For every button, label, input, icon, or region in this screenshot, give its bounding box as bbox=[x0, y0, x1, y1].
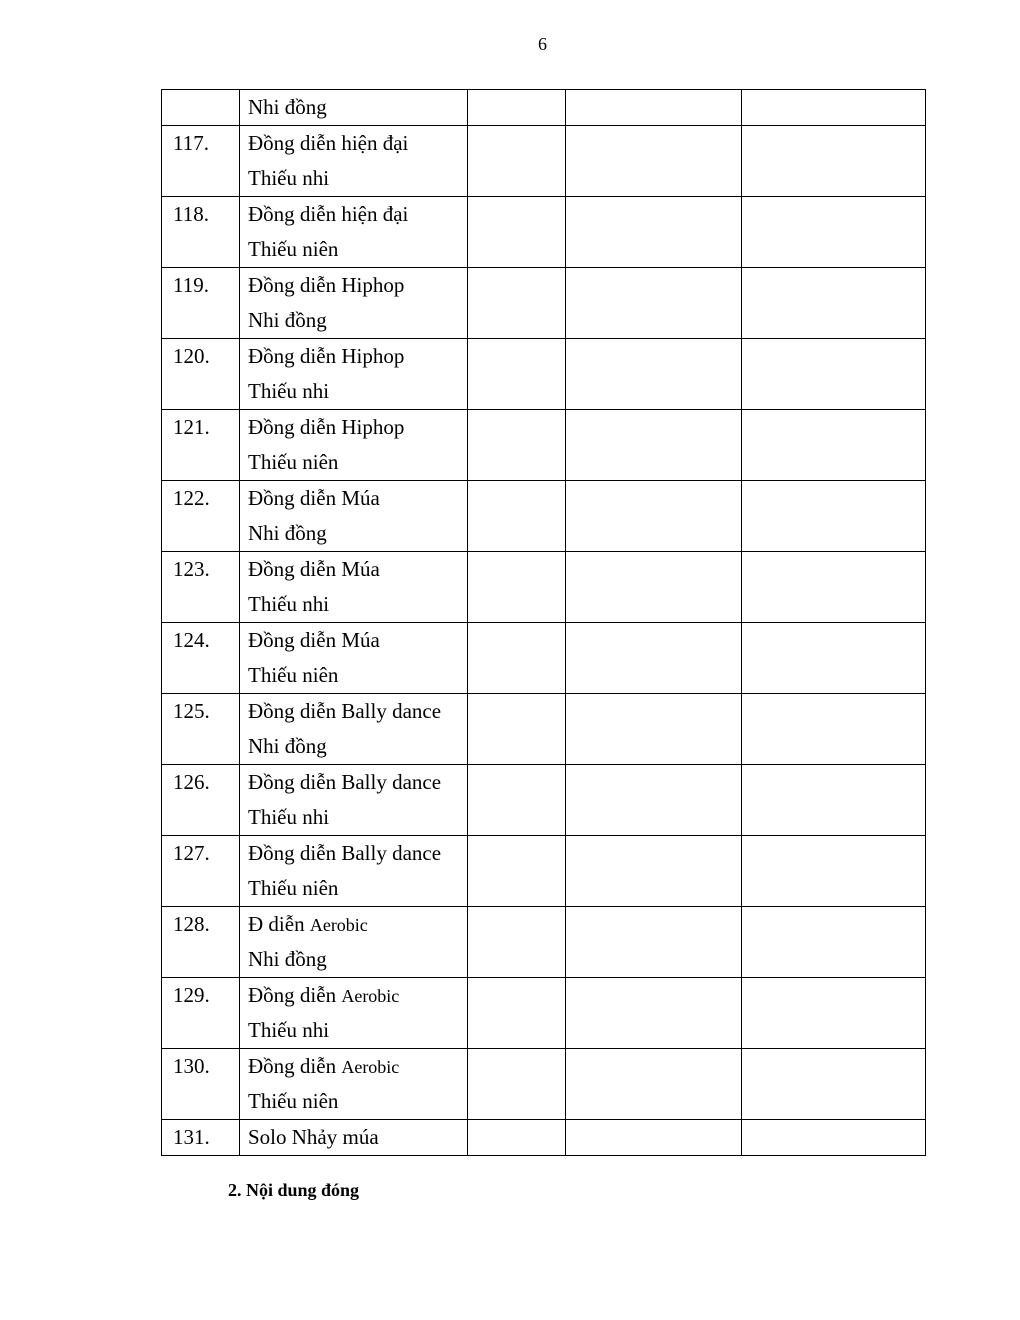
empty-cell-a bbox=[468, 552, 566, 623]
table-row bbox=[162, 1049, 926, 1120]
row-number: 125. bbox=[173, 699, 210, 723]
event-name-suffix: Aerobic bbox=[341, 1057, 400, 1077]
event-name-text: Đồng diễn Múa bbox=[248, 486, 380, 510]
table-row bbox=[162, 907, 926, 978]
event-name-cell bbox=[240, 481, 468, 552]
table-row bbox=[162, 552, 926, 623]
event-name-text: Đồng diễn Bally dance bbox=[248, 770, 442, 794]
row-number: 130. bbox=[173, 1054, 210, 1078]
event-name-cell bbox=[240, 1049, 468, 1120]
event-name-cell bbox=[240, 268, 468, 339]
empty-cell-a bbox=[468, 90, 566, 126]
row-number-cell bbox=[162, 907, 240, 978]
event-category: Thiếu nhi bbox=[248, 1018, 330, 1042]
event-name bbox=[248, 197, 467, 232]
event-name bbox=[248, 694, 467, 729]
empty-cell-a bbox=[468, 623, 566, 694]
empty-cell-c bbox=[742, 1120, 926, 1156]
empty-cell-c bbox=[742, 907, 926, 978]
empty-cell-a bbox=[468, 268, 566, 339]
event-name-cell bbox=[240, 765, 468, 836]
event-name-cell bbox=[240, 552, 468, 623]
event-category: Thiếu niên bbox=[248, 663, 339, 687]
event-name-text: Đồng diễn Hiphop bbox=[248, 415, 405, 439]
empty-cell-b bbox=[566, 339, 742, 410]
empty-cell-c bbox=[742, 126, 926, 197]
row-number-cell bbox=[162, 268, 240, 339]
row-number-cell bbox=[162, 836, 240, 907]
event-name bbox=[248, 623, 467, 658]
table-row bbox=[162, 410, 926, 481]
empty-cell-a bbox=[468, 765, 566, 836]
empty-cell-a bbox=[468, 1120, 566, 1156]
event-name bbox=[248, 410, 467, 445]
empty-cell-c bbox=[742, 339, 926, 410]
table-row bbox=[162, 836, 926, 907]
table-row bbox=[162, 126, 926, 197]
empty-cell-b bbox=[566, 907, 742, 978]
event-name-cell bbox=[240, 410, 468, 481]
empty-cell-c bbox=[742, 765, 926, 836]
event-name-text: Nhi đồng bbox=[248, 95, 327, 119]
row-number: 119. bbox=[173, 273, 209, 297]
event-category: Nhi đồng bbox=[248, 308, 327, 332]
empty-cell-c bbox=[742, 552, 926, 623]
row-number-cell bbox=[162, 126, 240, 197]
event-name-cell bbox=[240, 90, 468, 126]
event-name bbox=[248, 836, 467, 871]
empty-cell-a bbox=[468, 907, 566, 978]
row-number: 127. bbox=[173, 841, 210, 865]
row-number bbox=[173, 90, 239, 125]
event-name-suffix: Aerobic bbox=[341, 986, 400, 1006]
event-category: Nhi đồng bbox=[248, 734, 327, 758]
empty-cell-b bbox=[566, 623, 742, 694]
event-name-text: Đồng diễn Múa bbox=[248, 557, 380, 581]
empty-cell-b bbox=[566, 481, 742, 552]
event-name-cell bbox=[240, 197, 468, 268]
row-number: 129. bbox=[173, 983, 210, 1007]
empty-cell-a bbox=[468, 1049, 566, 1120]
row-number-cell bbox=[162, 1049, 240, 1120]
event-name bbox=[248, 1120, 467, 1155]
empty-cell-a bbox=[468, 694, 566, 765]
empty-cell-b bbox=[566, 410, 742, 481]
table-row bbox=[162, 765, 926, 836]
event-name-cell bbox=[240, 126, 468, 197]
event-name-cell bbox=[240, 978, 468, 1049]
row-number-cell bbox=[162, 410, 240, 481]
event-name bbox=[248, 978, 467, 1013]
row-number-cell bbox=[162, 1120, 240, 1156]
table-row bbox=[162, 1120, 926, 1156]
empty-cell-b bbox=[566, 126, 742, 197]
table-row bbox=[162, 623, 926, 694]
event-name-cell bbox=[240, 694, 468, 765]
table-row bbox=[162, 197, 926, 268]
row-number: 122. bbox=[173, 486, 210, 510]
row-number-cell bbox=[162, 197, 240, 268]
row-number-cell bbox=[162, 694, 240, 765]
event-category: Thiếu niên bbox=[248, 237, 339, 261]
empty-cell-a bbox=[468, 836, 566, 907]
page-number: 6 bbox=[538, 34, 547, 54]
row-number: 123. bbox=[173, 557, 210, 581]
row-number-cell bbox=[162, 90, 240, 126]
empty-cell-c bbox=[742, 978, 926, 1049]
event-category: Thiếu nhi bbox=[248, 166, 330, 190]
empty-cell-c bbox=[742, 90, 926, 126]
event-name-suffix: Aerobic bbox=[309, 915, 368, 935]
empty-cell-a bbox=[468, 481, 566, 552]
event-name-text: Đồng diễn hiện đại bbox=[248, 131, 409, 155]
event-name bbox=[248, 339, 467, 374]
row-number: 131. bbox=[173, 1125, 210, 1149]
event-name-text: Đồng diễn Bally dance bbox=[248, 699, 442, 723]
row-number: 126. bbox=[173, 770, 210, 794]
table-row bbox=[162, 90, 926, 126]
empty-cell-c bbox=[742, 694, 926, 765]
event-name bbox=[248, 552, 467, 587]
event-category: Thiếu niên bbox=[248, 450, 339, 474]
event-name-cell bbox=[240, 836, 468, 907]
empty-cell-a bbox=[468, 126, 566, 197]
row-number: 118. bbox=[173, 202, 209, 226]
empty-cell-b bbox=[566, 1049, 742, 1120]
empty-cell-c bbox=[742, 1049, 926, 1120]
events-table-body bbox=[162, 90, 926, 1156]
event-name-cell bbox=[240, 623, 468, 694]
empty-cell-c bbox=[742, 410, 926, 481]
event-name bbox=[248, 481, 467, 516]
empty-cell-b bbox=[566, 552, 742, 623]
event-name-text: Đồng diễn hiện đại bbox=[248, 202, 409, 226]
table-row bbox=[162, 481, 926, 552]
row-number: 124. bbox=[173, 628, 210, 652]
row-number: 121. bbox=[173, 415, 210, 439]
event-name-text: Đồng diễn Hiphop bbox=[248, 344, 405, 368]
empty-cell-b bbox=[566, 765, 742, 836]
event-category: Thiếu niên bbox=[248, 1089, 339, 1113]
event-name bbox=[248, 268, 467, 303]
table-row bbox=[162, 694, 926, 765]
row-number: 128. bbox=[173, 912, 210, 936]
row-number-cell bbox=[162, 978, 240, 1049]
empty-cell-b bbox=[566, 268, 742, 339]
row-number-cell bbox=[162, 481, 240, 552]
event-name-text: Đồng diễn Bally dance bbox=[248, 841, 442, 865]
event-name bbox=[248, 907, 467, 942]
event-name bbox=[248, 126, 467, 161]
row-number-cell bbox=[162, 552, 240, 623]
event-name-text: Đồng diễn Múa bbox=[248, 628, 380, 652]
event-name-cell bbox=[240, 907, 468, 978]
row-number-cell bbox=[162, 339, 240, 410]
event-name bbox=[248, 90, 467, 125]
event-name-text: Đồng diễn bbox=[248, 983, 342, 1007]
table-row bbox=[162, 978, 926, 1049]
event-name-cell bbox=[240, 1120, 468, 1156]
event-name-text: Solo Nhảy múa bbox=[248, 1125, 379, 1149]
empty-cell-a bbox=[468, 978, 566, 1049]
row-number-cell bbox=[162, 765, 240, 836]
event-name-text: Đồng diễn bbox=[248, 1054, 342, 1078]
event-name bbox=[248, 765, 467, 800]
empty-cell-b bbox=[566, 978, 742, 1049]
event-name bbox=[248, 1049, 467, 1084]
empty-cell-c bbox=[742, 268, 926, 339]
event-name-cell bbox=[240, 339, 468, 410]
empty-cell-a bbox=[468, 197, 566, 268]
events-table bbox=[161, 89, 926, 1156]
empty-cell-b bbox=[566, 197, 742, 268]
event-category: Thiếu nhi bbox=[248, 805, 330, 829]
row-number: 120. bbox=[173, 344, 210, 368]
event-category: Thiếu niên bbox=[248, 876, 339, 900]
empty-cell-b bbox=[566, 836, 742, 907]
empty-cell-b bbox=[566, 90, 742, 126]
empty-cell-c bbox=[742, 197, 926, 268]
event-name-text: Đồng diễn Hiphop bbox=[248, 273, 405, 297]
section-heading: 2. Nội dung đóng bbox=[228, 1180, 360, 1200]
empty-cell-c bbox=[742, 481, 926, 552]
empty-cell-c bbox=[742, 836, 926, 907]
event-name-text: Đ diễn bbox=[248, 912, 310, 936]
event-category: Thiếu nhi bbox=[248, 592, 330, 616]
empty-cell-a bbox=[468, 339, 566, 410]
event-category: Nhi đồng bbox=[248, 521, 327, 545]
empty-cell-b bbox=[566, 1120, 742, 1156]
row-number-cell bbox=[162, 623, 240, 694]
event-category: Thiếu nhi bbox=[248, 379, 330, 403]
empty-cell-b bbox=[566, 694, 742, 765]
row-number: 117. bbox=[173, 131, 209, 155]
empty-cell-c bbox=[742, 623, 926, 694]
table-row bbox=[162, 268, 926, 339]
event-category: Nhi đồng bbox=[248, 947, 327, 971]
empty-cell-a bbox=[468, 410, 566, 481]
table-row bbox=[162, 339, 926, 410]
